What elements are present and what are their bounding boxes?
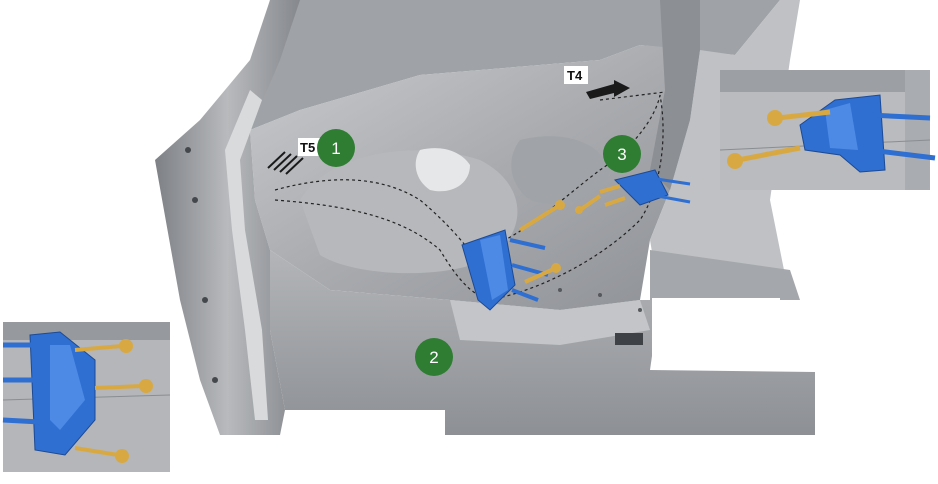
floor-hole	[638, 308, 642, 312]
pillar-hole	[185, 147, 191, 153]
callout-3-label: 3	[617, 145, 627, 164]
pillar-hole	[212, 377, 218, 383]
floor-hole	[598, 293, 602, 297]
pillar-hole	[192, 197, 198, 203]
callout-3	[603, 135, 641, 173]
tag-t5: T5	[300, 140, 316, 155]
tag-t4: T4	[567, 68, 583, 83]
floor-hole	[558, 288, 562, 292]
callout-2	[415, 338, 453, 376]
detail-view-top-right	[720, 70, 935, 190]
blank-area	[285, 410, 445, 440]
callout-1	[317, 129, 355, 167]
blank-area	[652, 298, 780, 370]
callout-1-label: 1	[331, 139, 341, 158]
pillar-hole	[202, 297, 208, 303]
callout-2-label: 2	[429, 348, 439, 367]
floor-slot	[615, 333, 643, 345]
detail-view-bottom-left	[3, 322, 170, 472]
